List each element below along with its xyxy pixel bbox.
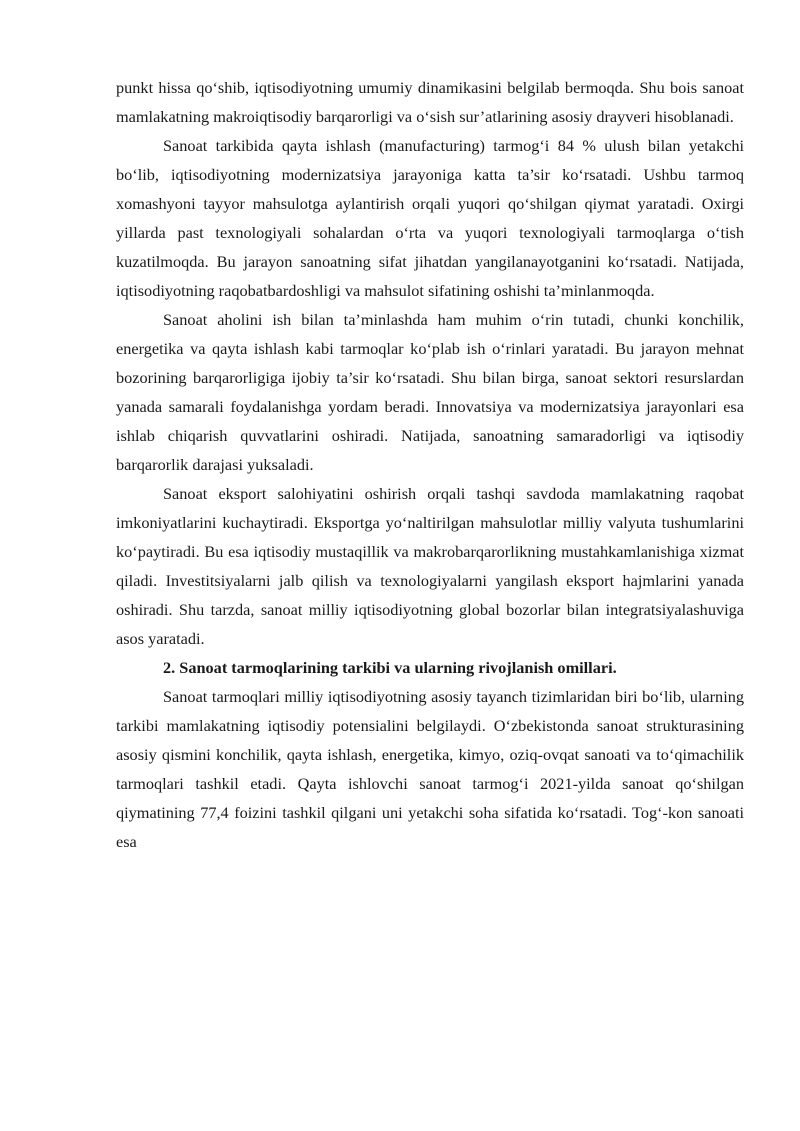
paragraph-export: Sanoat eksport salohiyatini oshirish orqali tashqi savdoda mamlakatning raqobat imkoniyatlarini kuchaytiradi. Eksportga yo‘naltirilgan mahsulotlar milliy valyuta tushumlarini ko‘paytiradi. Bu esa iqtisodiy mustaqillik va makrobarqarorlikning mustahkamlanishiga xizmat qiladi. Investitsiyalarni jalb qilish va texnologiyalarni yangilash eksport hajmlarini yanada oshiradi. Shu tarzda, sanoat milliy iqtisodiyotning global bozorlar bilan integratsiyalashuviga asos yaratadi. [116,484,744,648]
paragraph-manufacturing: Sanoat tarkibida qayta ishlash (manufacturing) tarmog‘i 84 % ulush bilan yetakchi bo‘lib, iqtisodiyotning modernizatsiya jarayoniga katta ta’sir ko‘rsatadi. Ushbu tarmoq xomashyoni tayyor mahsulotga aylantirish orqali yuqori qo‘shilgan qiymat yaratadi. Oxirgi yillarda past texnologiyali sohalardan o‘rta va yuqori texnologiyali tarmoqlarga o‘tish kuzatilmoqda. Bu jarayon sanoatning sifat jihatdan yangilanayotganini ko‘rsatadi. Natijada, iqtisodiyotning raqobatbardoshligi va mahsulot sifatining oshishi ta’minlanmoqda. [116,136,744,300]
paragraph-structure: Sanoat tarmoqlari milliy iqtisodiyotning asosiy tayanch tizimlaridan biri bo‘lib, ularning tarkibi mamlakatning iqtisodiy potensialini belgilaydi. O‘zbekistonda sanoat strukturasining asosiy qismini konchilik, qayta ishlash, energetika, kimyo, oziq-ovqat sanoati va to‘qimachilik tarmoqlari tashkil etadi. Qayta ishlovchi sanoat tarmog‘i 2021-yilda sanoat qo‘shilgan qiymatining 77,4 foizini tashkil qilgani uni yetakchi soha sifatida ko‘rsatadi. Tog‘-kon sanoati esa [116,687,744,851]
section-heading: 2. Sanoat tarmoqlarining tarkibi va ularning rivojlanish omillari. [163,658,617,677]
paragraph-employment: Sanoat aholini ish bilan ta’minlashda ham muhim o‘rin tutadi, chunki konchilik, energetika va qayta ishlash kabi tarmoqlar ko‘plab ish o‘rinlari yaratadi. Bu jarayon mehnat bozorining barqarorligiga ijobiy ta’sir ko‘rsatadi. Shu bilan birga, sanoat sektori resurslardan yanada samarali foydalanishga yordam beradi. Innovatsiya va modernizatsiya jarayonlari esa ishlab chiqarish quvvatlarini oshiradi. Natijada, sanoatning samaradorligi va iqtisodiy barqarorlik darajasi yuksaladi. [116,310,744,474]
paragraph-continuation: punkt hissa qo‘shib, iqtisodiyotning umumiy dinamikasini belgilab bermoqda. Shu bois sanoat mamlakatning makroiqtisodiy barqarorligi va o‘sish sur’atlarining asosiy drayveri hisoblanadi. [116,78,744,126]
